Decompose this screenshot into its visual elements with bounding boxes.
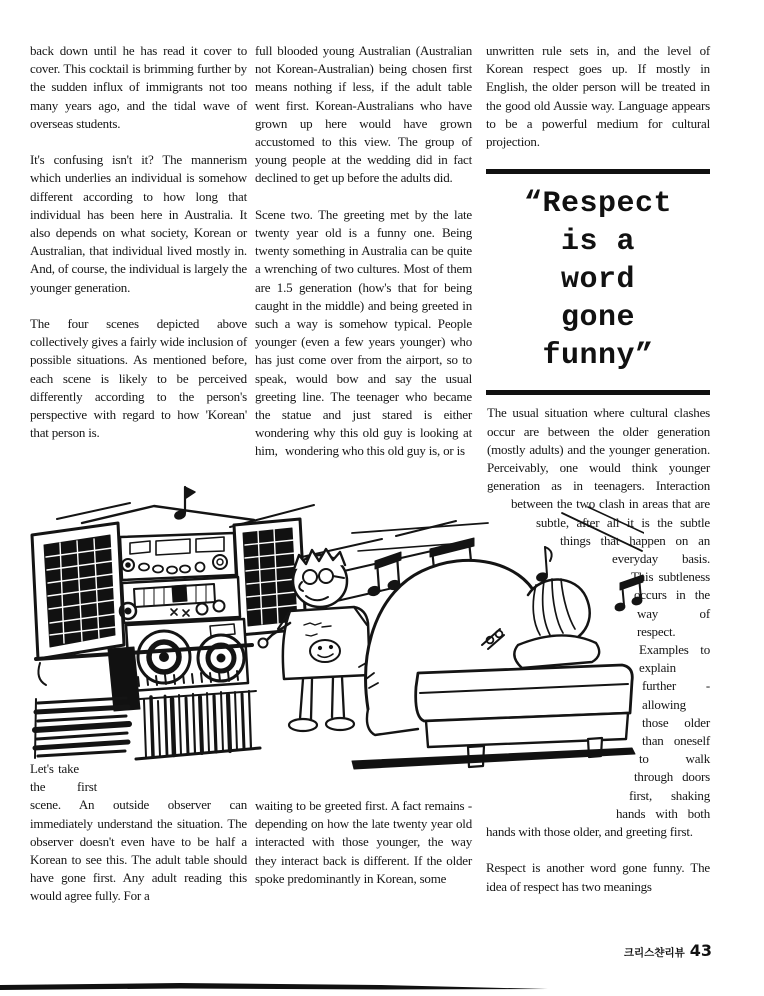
wrap-spacer (486, 550, 560, 568)
paragraph: The four scenes depicted above collectively gives a fairly wide inclusion of possible situations. As mentioned before, each scene is likely to be perceived differently according to the person's perspective with regard to how 'Korean' that person is. (30, 316, 247, 441)
column-right (486, 42, 710, 896)
wrap-spacer (486, 623, 637, 641)
wrap-spacer (486, 677, 639, 695)
pull-quote-line: word (560, 263, 635, 298)
stereo-receiver-icon (120, 533, 240, 623)
wrap-spacer (486, 786, 629, 804)
footer-page-number: 43 (689, 941, 712, 960)
pull-quote-line: is a (560, 225, 635, 260)
wrap-spacer (486, 713, 642, 731)
pull-quote-line: gone (560, 301, 635, 336)
pull-quote-line: funny” (542, 339, 654, 374)
column-middle-bottom (255, 797, 472, 888)
pull-quote (486, 169, 710, 395)
wrap-spacer (486, 513, 511, 531)
page-footer (624, 941, 712, 960)
column-middle-top (255, 42, 472, 461)
column-left-top (30, 42, 247, 442)
footer-magazine-title: 크리스챤리뷰 (623, 947, 685, 959)
wrap-spacer (486, 750, 639, 768)
paragraph: full blooded young Australian (Australian not Korean-Australian) being chosen first means nothing if less, if the adult table went first. Korean-Australians who have grown up here would have grown accustomed to this view. The group of young people at the wedding did in fact declined to get up before the adults did. (255, 43, 472, 186)
paragraph: It's confusing isn't it? The mannerism which underlies an individual is somehow different according to how long that individual has been here in Australia. It also depends on what society, Korean or Australian, that individual lived mostly in. And, of course, the individual is largely the younger generation. (30, 152, 247, 295)
wrap-spacer (486, 568, 612, 586)
wrap-spacer (486, 695, 642, 713)
speaker-left-icon (32, 523, 124, 659)
wrapped-line: wondering who this old guy is, or is (285, 443, 465, 459)
wrap-spacer (486, 804, 616, 822)
pull-quote-line: “Respect (523, 187, 673, 222)
wrap-spacer (486, 768, 634, 786)
column-left-bottom (30, 760, 247, 906)
wrap-spacer (79, 760, 247, 778)
wrap-spacer (97, 778, 247, 796)
wrap-spacer (486, 532, 536, 550)
book-pile-icon (35, 698, 129, 758)
record-stack-icon (136, 691, 260, 759)
wrap-spacer (486, 604, 634, 622)
wrap-spacer (486, 659, 639, 677)
paragraph: waiting to be greeted first. A fact remains - depending on how the late twenty year old interacted with those younger, the way they interact back is different. If the older spoke predominantly in Korean, some (255, 798, 472, 886)
wrap-spacer (486, 641, 632, 659)
paragraph: Scene two. The greeting met by the late twenty year old is a funny one. Being twenty something in Australia can be quite a wrenching of two cultures. Most of them are 1.5 generation (how's that for being caught in the middle) and being greeted in such a way is somehow typical. People younger (even a few years younger) who has just come over from the airport, so to speak, would bow and say the usual greeting line. The teenager who became the statue and just stared is either wondering why this old guy is looking at him, (255, 206, 472, 459)
wrap-spacer (486, 404, 487, 513)
paragraph-group (255, 42, 472, 461)
reel-to-reel-icon (126, 619, 248, 691)
wrap-spacer (486, 586, 631, 604)
paragraph-wrapped (486, 404, 710, 841)
paragraph-text: The usual situation where cultural clashes occur are between the older generation (mostly adults) and the younger generation. Perceivably, one would think younger generation as in teenagers. Interaction between the two clash in areas that are subtle, after all it is the subtle things that happen on an everyday basis. This subtleness occurs in the way of respect. Examples to explain further - allowing those older than oneself to walk through doors first, shaking hands with both hands with those older, and greeting first. (486, 405, 710, 840)
paragraph (30, 760, 247, 906)
wrap-spacer (486, 732, 642, 750)
paragraph-text: Let's take the first scene. An outside observer can immediately understand the situation. The observer doesn't even have to be half a Korean to see this. The adult table should have gone first. Any adult reading this would agree fully. For a (30, 761, 247, 904)
paragraph: back down until he has read it cover to cover. This cocktail is brimming further by the sudden influx of immigrants not too many years ago, and the tidal wave of overseas students. (30, 43, 247, 131)
scan-artifact-bar (0, 983, 548, 993)
paragraph: unwritten rule sets in, and the level of Korean respect goes up. If mostly in English, the older person will be treated in the good old Aussie way. Language appears to be a powerful medium for cultural projection. (486, 43, 710, 150)
paragraph: Respect is another word gone funny. The idea of respect has two meanings (486, 860, 710, 894)
